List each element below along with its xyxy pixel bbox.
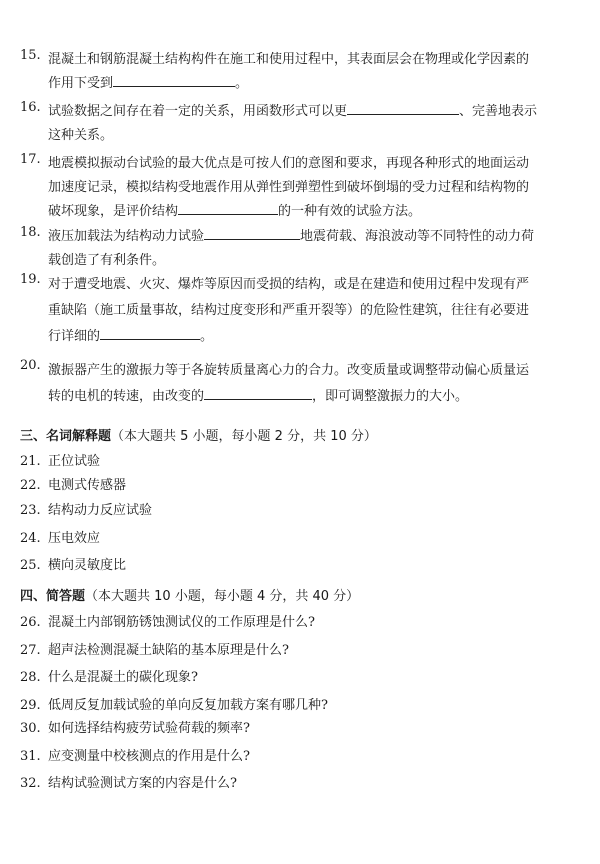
question-text-tail: 地震荷载、海浪波动等不同特性的动力荷载创造了有利条件。 bbox=[48, 229, 535, 268]
question-19 bbox=[20, 272, 540, 350]
term-text: 压电效应 bbox=[48, 531, 101, 546]
term-text: 电测式传感器 bbox=[48, 478, 127, 493]
short-answer-30 bbox=[20, 720, 250, 738]
question-number: 29. bbox=[20, 698, 41, 713]
question-text: 混凝土和钢筋混凝土结构构件在施工和使用过程中，其表面层会在物理或化学因素的作用下受到 bbox=[48, 52, 530, 91]
question-text: 结构试验测试方案的内容是什么? bbox=[48, 776, 237, 791]
term-text: 结构动力反应试验 bbox=[48, 503, 153, 518]
question-number: 23. bbox=[20, 503, 41, 518]
question-text: 如何选择结构疲劳试验荷载的频率? bbox=[48, 721, 250, 736]
answer-blank[interactable] bbox=[204, 385, 312, 400]
question-text-tail: 、完善地表示这种关系。 bbox=[48, 104, 538, 143]
question-number: 18. bbox=[20, 225, 41, 240]
short-answer-29 bbox=[20, 697, 328, 715]
question-text-tail: ，即可调整激振力的大小。 bbox=[312, 389, 469, 404]
answer-blank[interactable] bbox=[204, 225, 300, 240]
question-number: 16. bbox=[20, 100, 41, 115]
section-title: 三、名词解释题 bbox=[20, 429, 112, 444]
question-text: 应变测量中校核测点的作用是什么? bbox=[48, 749, 250, 764]
question-text: 液压加载法为结构动力试验 bbox=[48, 229, 205, 244]
question-number: 28. bbox=[20, 670, 41, 685]
question-number: 15. bbox=[20, 48, 41, 63]
question-16 bbox=[20, 100, 540, 148]
section-note: （本大题共 10 小题，每小题 4 分，共 40 分） bbox=[85, 589, 360, 604]
question-number: 26. bbox=[20, 615, 41, 630]
short-answer-26 bbox=[20, 614, 315, 632]
term-25 bbox=[20, 557, 126, 575]
question-number: 31. bbox=[20, 749, 41, 764]
short-answer-31 bbox=[20, 748, 250, 766]
question-number: 27. bbox=[20, 643, 41, 658]
question-text: 试验数据之间存在着一定的关系，用函数形式可以更 bbox=[48, 104, 348, 119]
section-note: （本大题共 5 小题，每小题 2 分，共 10 分） bbox=[111, 429, 377, 444]
question-number: 25. bbox=[20, 558, 41, 573]
short-answer-28 bbox=[20, 669, 198, 687]
question-text-tail: 。 bbox=[200, 329, 214, 344]
section-heading-3 bbox=[20, 425, 377, 444]
term-23 bbox=[20, 502, 152, 520]
term-text: 横向灵敏度比 bbox=[48, 558, 127, 573]
question-text: 混凝土内部钢筋锈蚀测试仪的工作原理是什么? bbox=[48, 615, 315, 630]
question-number: 24. bbox=[20, 531, 41, 546]
question-text: 激振器产生的激振力等于各旋转质量离心力的合力。改变质量或调整带动偏心质量运转的电机的转速，由改变的 bbox=[48, 363, 530, 404]
short-answer-32 bbox=[20, 775, 237, 793]
question-17 bbox=[20, 152, 540, 224]
answer-blank[interactable] bbox=[100, 325, 200, 340]
question-text: 什么是混凝土的碳化现象? bbox=[48, 670, 198, 685]
question-text: 超声法检测混凝土缺陷的基本原理是什么? bbox=[48, 643, 289, 658]
short-answer-27 bbox=[20, 642, 289, 660]
section-title: 四、简答题 bbox=[20, 589, 86, 604]
question-15 bbox=[20, 48, 540, 96]
answer-blank[interactable] bbox=[113, 72, 235, 87]
question-number: 22. bbox=[20, 478, 41, 493]
question-20 bbox=[20, 358, 540, 410]
question-text-tail: 。 bbox=[235, 76, 249, 91]
question-number: 20. bbox=[20, 358, 41, 373]
question-number: 30. bbox=[20, 721, 41, 736]
question-text: 地震模拟振动台试验的最大优点是可按人们的意图和要求，再现各种形式的地面运动加速度记录，模拟结构受地震作用从弹性到弹塑性到破坏倒塌的受力过程和结构物的破坏现象，是评价结构 bbox=[48, 156, 530, 219]
question-text: 对于遭受地震、火灾、爆炸等原因而受损的结构，或是在建造和使用过程中发现有严重缺陷（施工质量事故，结构过度变形和严重开裂等）的危险性建筑，往往有必要进行详细的 bbox=[48, 277, 530, 344]
question-number: 17. bbox=[20, 152, 41, 167]
term-text: 正位试验 bbox=[48, 454, 101, 469]
question-text: 低周反复加载试验的单向反复加载方案有哪几种? bbox=[48, 698, 328, 713]
section-heading-4 bbox=[20, 585, 359, 604]
question-text-tail: 的一种有效的试验方法。 bbox=[278, 204, 422, 219]
term-24 bbox=[20, 530, 100, 548]
term-21 bbox=[20, 453, 100, 471]
answer-blank[interactable] bbox=[347, 100, 459, 115]
question-number: 21. bbox=[20, 454, 41, 469]
question-18 bbox=[20, 225, 540, 273]
question-number: 32. bbox=[20, 776, 41, 791]
term-22 bbox=[20, 477, 126, 495]
question-number: 19. bbox=[20, 272, 41, 287]
answer-blank[interactable] bbox=[178, 200, 278, 215]
